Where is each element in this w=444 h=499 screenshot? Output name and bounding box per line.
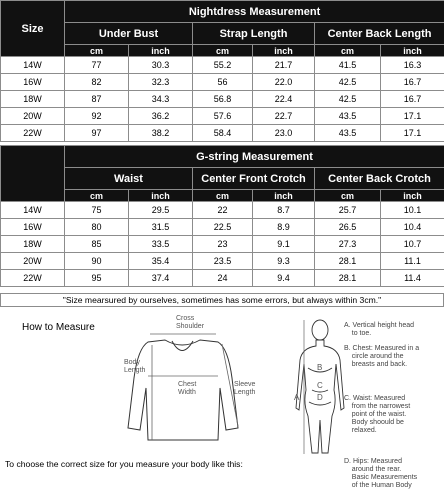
size-cell: 22W: [1, 270, 65, 287]
size-cell: 16W: [1, 219, 65, 236]
value-cell: 22.0: [253, 74, 315, 91]
value-cell: 36.2: [129, 108, 193, 125]
size-cell: 14W: [1, 57, 65, 74]
value-cell: 97: [65, 125, 129, 142]
unit-cm: cm: [315, 45, 381, 57]
nightdress-table: [0, 0, 444, 142]
value-cell: 35.4: [129, 253, 193, 270]
value-cell: 22.4: [253, 91, 315, 108]
table-row: [1, 125, 444, 142]
gstring-title: G-string Measurement: [65, 146, 444, 168]
value-cell: 30.3: [129, 57, 193, 74]
value-cell: 37.4: [129, 270, 193, 287]
value-cell: 31.5: [129, 219, 193, 236]
size-cell: 18W: [1, 236, 65, 253]
value-cell: 80: [65, 219, 129, 236]
value-cell: 10.1: [381, 202, 444, 219]
value-cell: 22: [193, 202, 253, 219]
value-cell: 56: [193, 74, 253, 91]
size-cell: 14W: [1, 202, 65, 219]
value-cell: 11.4: [381, 270, 444, 287]
unit-cm: cm: [193, 45, 253, 57]
unit-cm: cm: [315, 190, 381, 202]
center-back-crotch-header: Center Back Crotch: [315, 168, 444, 190]
value-cell: 43.5: [315, 125, 381, 142]
value-cell: 10.7: [381, 236, 444, 253]
size-cell: 20W: [1, 108, 65, 125]
unit-inch: inch: [129, 45, 193, 57]
value-cell: 38.2: [129, 125, 193, 142]
value-cell: 43.5: [315, 108, 381, 125]
value-cell: 27.3: [315, 236, 381, 253]
table-row: [1, 253, 444, 270]
unit-inch: inch: [253, 190, 315, 202]
size-header-blank: [1, 146, 65, 202]
value-cell: 55.2: [193, 57, 253, 74]
size-cell: 22W: [1, 125, 65, 142]
value-cell: 32.3: [129, 74, 193, 91]
value-cell: 85: [65, 236, 129, 253]
under-bust-header: Under Bust: [65, 23, 193, 45]
value-cell: 56.8: [193, 91, 253, 108]
value-cell: 23.5: [193, 253, 253, 270]
value-cell: 77: [65, 57, 129, 74]
size-cell: 18W: [1, 91, 65, 108]
value-cell: 75: [65, 202, 129, 219]
body-length-text: Body Length: [124, 359, 146, 374]
value-cell: 22.7: [253, 108, 315, 125]
value-cell: 87: [65, 91, 129, 108]
table-row: [1, 202, 444, 219]
value-cell: 11.1: [381, 253, 444, 270]
value-cell: 22.5: [193, 219, 253, 236]
value-cell: 9.1: [253, 236, 315, 253]
value-cell: 58.4: [193, 125, 253, 142]
legend-b: B. Chest: Measured in a circle around the breasts and back.: [344, 345, 420, 368]
value-cell: 57.6: [193, 108, 253, 125]
value-cell: 9.4: [253, 270, 315, 287]
value-cell: 16.3: [381, 57, 444, 74]
measurement-note: "Size mearsured by ourselves, sometimes has some errors, but always within 3cm.": [0, 293, 444, 307]
table-row: [1, 270, 444, 287]
value-cell: 21.7: [253, 57, 315, 74]
center-back-length-header: Center Back Length: [315, 23, 444, 45]
value-cell: 17.1: [381, 108, 444, 125]
unit-inch: inch: [253, 45, 315, 57]
size-header: Size: [1, 1, 65, 57]
value-cell: 23.0: [253, 125, 315, 142]
chest-width-text: Chest Width: [178, 381, 197, 396]
value-cell: 33.5: [129, 236, 193, 253]
mark-d: D: [317, 393, 323, 402]
value-cell: 82: [65, 74, 129, 91]
value-cell: 16.7: [381, 74, 444, 91]
unit-inch: inch: [129, 190, 193, 202]
value-cell: 10.4: [381, 219, 444, 236]
value-cell: 23: [193, 236, 253, 253]
value-cell: 42.5: [315, 74, 381, 91]
unit-inch: inch: [381, 190, 444, 202]
size-cell: 16W: [1, 74, 65, 91]
cross-shoulder-text: Cross Shoulder: [176, 315, 205, 330]
value-cell: 95: [65, 270, 129, 287]
waist-header: Waist: [65, 168, 193, 190]
value-cell: 92: [65, 108, 129, 125]
mark-b: B: [317, 363, 323, 372]
table-row: [1, 108, 444, 125]
table-row: [1, 236, 444, 253]
value-cell: 25.7: [315, 202, 381, 219]
value-cell: 28.1: [315, 270, 381, 287]
table-row: [1, 74, 444, 91]
unit-cm: cm: [65, 190, 129, 202]
legend-d: D. Hips: Measured around the rear. Basic Measurements of the Human Body: [344, 458, 418, 489]
unit-cm: cm: [65, 45, 129, 57]
legend-c: C. Waist: Measured from the narrowest point of the waist. Body shoould be relaxed.: [344, 395, 411, 434]
value-cell: 17.1: [381, 125, 444, 142]
legend-a: A. Vertical height head to toe.: [344, 322, 415, 337]
gstring-table: [0, 145, 444, 287]
table-row: [1, 91, 444, 108]
value-cell: 41.5: [315, 57, 381, 74]
value-cell: 90: [65, 253, 129, 270]
value-cell: 34.3: [129, 91, 193, 108]
table-row: [1, 219, 444, 236]
how-to-measure-label: How to Measure: [22, 322, 95, 333]
unit-cm: cm: [193, 190, 253, 202]
size-cell: 20W: [1, 253, 65, 270]
mark-c: C: [317, 381, 323, 390]
value-cell: 24: [193, 270, 253, 287]
center-front-crotch-header: Center Front Crotch: [193, 168, 315, 190]
value-cell: 42.5: [315, 91, 381, 108]
mark-a: A: [294, 393, 300, 402]
bottom-instruction: To choose the correct size for you measure your body like this:: [5, 459, 243, 469]
unit-inch: inch: [381, 45, 444, 57]
value-cell: 28.1: [315, 253, 381, 270]
value-cell: 16.7: [381, 91, 444, 108]
table-row: [1, 57, 444, 74]
sleeve-length-text: Sleeve Length: [234, 381, 256, 396]
value-cell: 9.3: [253, 253, 315, 270]
strap-length-header: Strap Length: [193, 23, 315, 45]
value-cell: 29.5: [129, 202, 193, 219]
nightdress-title: Nightdress Measurement: [65, 1, 444, 23]
value-cell: 8.7: [253, 202, 315, 219]
value-cell: 26.5: [315, 219, 381, 236]
value-cell: 8.9: [253, 219, 315, 236]
